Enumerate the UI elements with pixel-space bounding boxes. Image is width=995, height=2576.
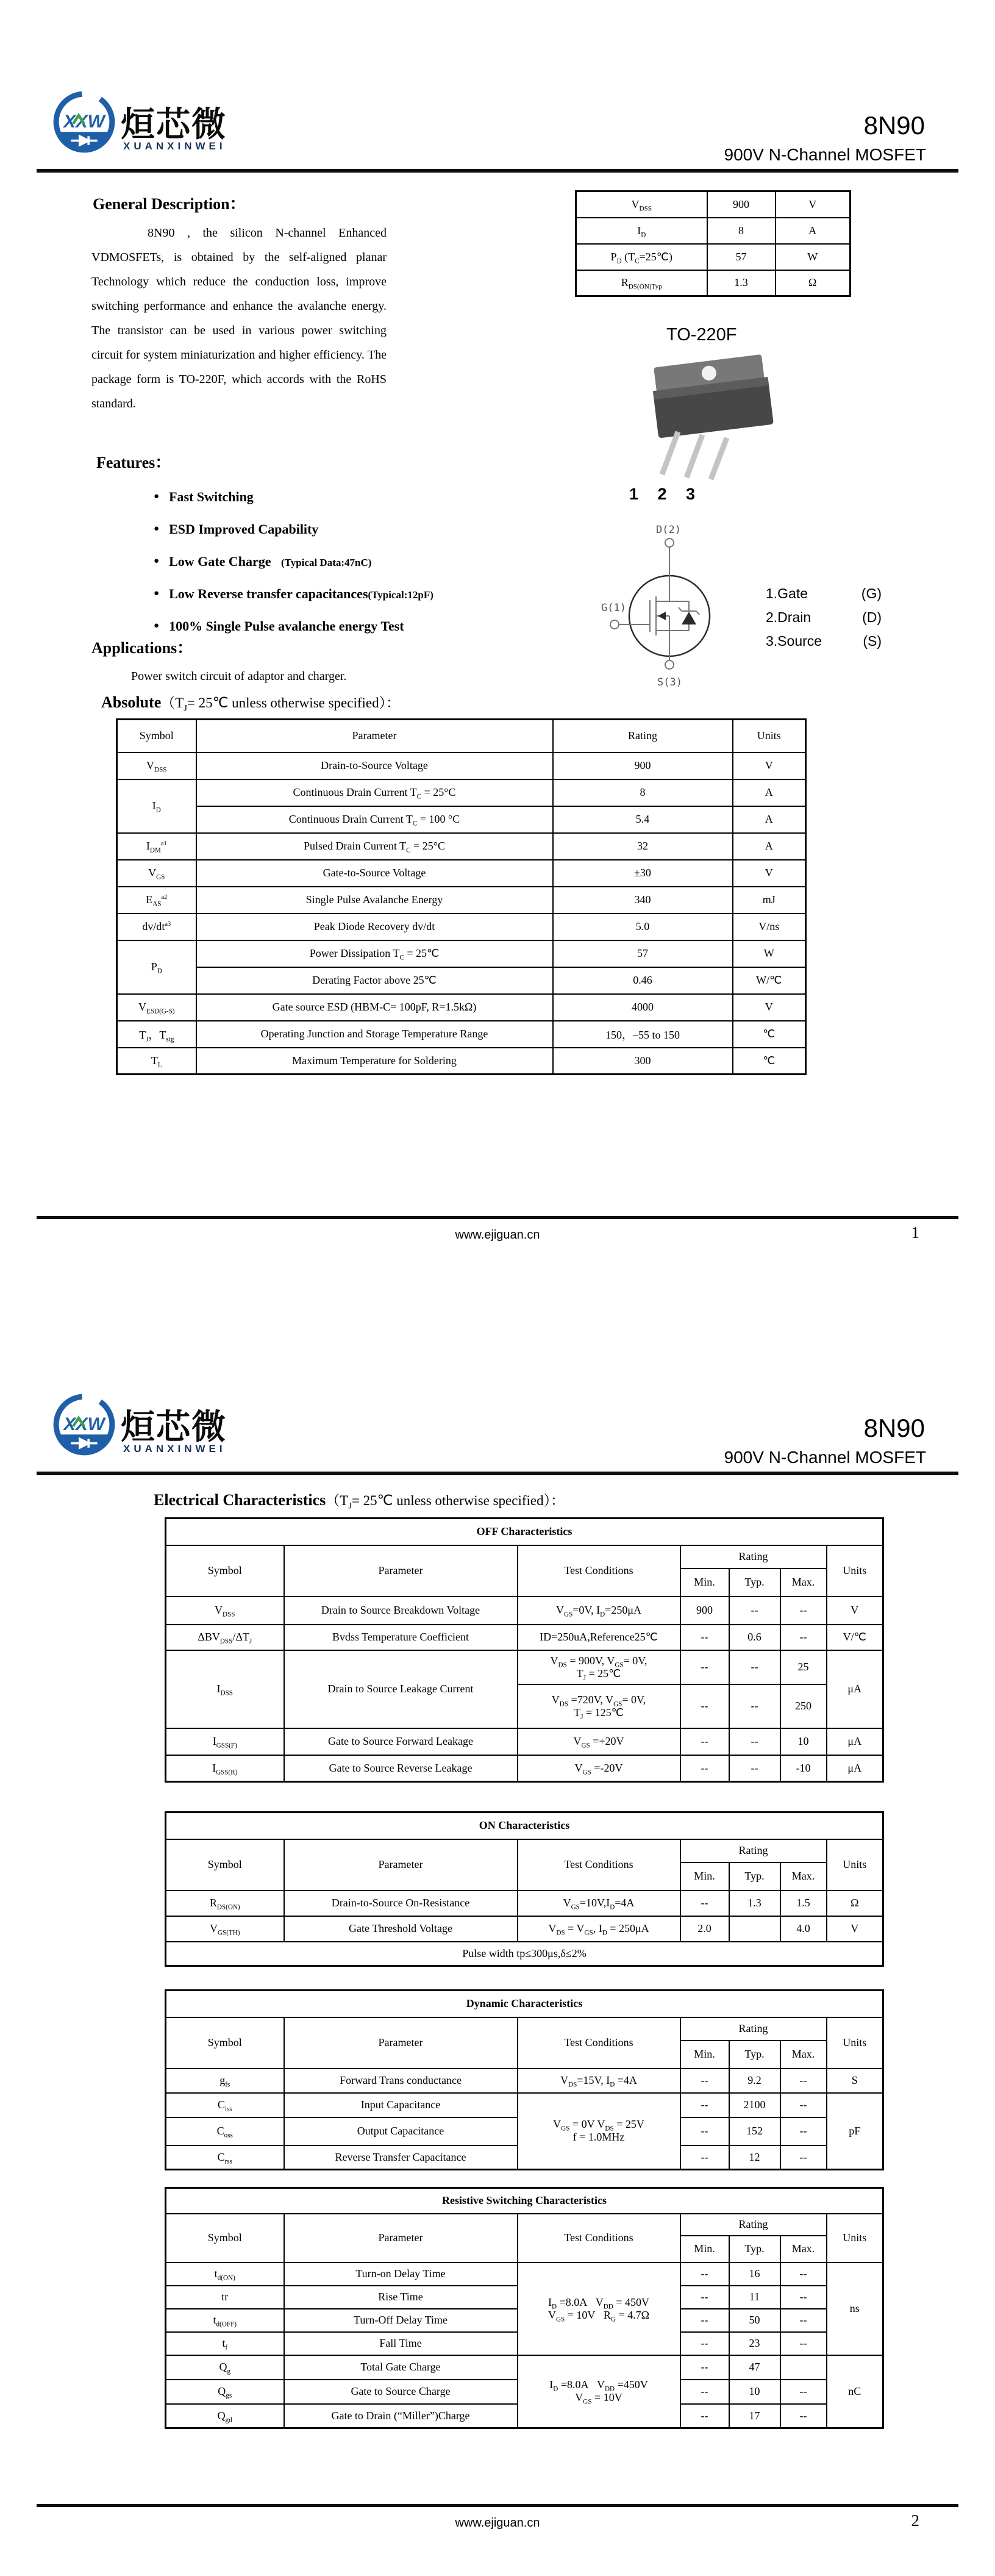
value-cell: 10	[729, 2380, 780, 2404]
col-header: Test Conditions	[518, 1839, 680, 1891]
parameter-cell: Gate to Drain (“Miller”)Charge	[284, 2404, 518, 2428]
col-header: Units	[827, 2214, 883, 2263]
units-cell: ℃	[733, 1021, 806, 1048]
value-cell: --	[780, 2286, 827, 2309]
pin-legend	[766, 585, 882, 657]
col-header: Min.	[680, 2236, 729, 2263]
conditions-cell: $V_{GS} = 0V$ $V_{DS} = 25V$ f = 1.0MHz	[518, 2093, 680, 2170]
value-cell: --	[729, 1755, 780, 1782]
conditions-cell: $V_{GS}=10V,I_D=4A$	[518, 1891, 680, 1916]
features-heading: Features：	[96, 454, 171, 471]
value-cell: --	[680, 2355, 729, 2380]
value-cell: 23	[729, 2332, 780, 2355]
electrical-characteristics-heading	[154, 1489, 565, 1509]
spec-name-cell: $I_D$	[576, 218, 707, 244]
value-cell: --	[729, 1728, 780, 1755]
col-header: Test Conditions	[518, 2017, 680, 2069]
symbol-cell: $V_{DSS}$	[117, 753, 196, 779]
col-header-left: Symbol	[166, 2214, 284, 2263]
symbol-cell: $t_f$	[166, 2332, 284, 2355]
part-subtitle: 900V N-Channel MOSFET	[724, 1448, 926, 1467]
feature-item-label: Low Reverse transfer capacitances(Typical:12pF)	[169, 585, 433, 601]
parameter-cell: Rise Time	[284, 2286, 518, 2309]
value-cell: --	[680, 2117, 729, 2145]
col-header: Typ.	[729, 2236, 780, 2263]
gate-label: G(1)	[601, 602, 626, 614]
page-number: 2	[911, 2511, 919, 2530]
brand-logo-icon	[51, 89, 117, 155]
parameter-cell: Operating Junction and Storage Temperature Range	[196, 1021, 553, 1048]
value-cell: 25	[780, 1650, 827, 1684]
symbol-cell: $P_D$	[117, 940, 196, 994]
col-header: Rating	[680, 2017, 827, 2041]
symbol-cell: $\Delta BV_{DSS}/\Delta T_J$	[166, 1625, 284, 1650]
symbol-cell: $V_{ESD(G-S)}$	[117, 994, 196, 1021]
spec-value-cell: 900	[707, 191, 776, 218]
spec-units-cell: W	[776, 244, 851, 270]
spec-name-cell: $P_D$ $(T_C=25℃)$	[576, 244, 707, 270]
units-cell: μA	[827, 1650, 883, 1728]
value-cell: --	[729, 1684, 780, 1728]
value-cell	[780, 2355, 827, 2380]
conditions-cell: $V_{GS} =-20V$	[518, 1755, 680, 1782]
value-cell: 300	[553, 1048, 733, 1075]
conditions-cell: $V_{DS}=15V$, $I_D =4A$	[518, 2069, 680, 2093]
parameter-cell: Drain to Source Breakdown Voltage	[284, 1597, 518, 1625]
note-cell: Pulse width tp≤300μs,δ≤2%	[166, 1942, 883, 1966]
value-cell: 8	[553, 779, 733, 806]
col-header: Rating	[680, 1545, 827, 1569]
col-header: Rating	[553, 720, 733, 753]
parameter-cell: Continuous Drain Current $T_C = 25^\circ C$	[196, 779, 553, 806]
col-header: Max.	[780, 1569, 827, 1597]
features-list	[154, 481, 433, 642]
value-cell: --	[680, 2093, 729, 2117]
value-cell: 16	[729, 2263, 780, 2286]
section-title-cell: Dynamic Characteristics	[166, 1991, 883, 2017]
section-title-cell: OFF Characteristics	[166, 1519, 883, 1545]
parameter-cell: Input Capacitance	[284, 2093, 518, 2117]
units-cell: V	[733, 994, 806, 1021]
spec-units-cell: Ω	[776, 270, 851, 296]
symbol-cell: $t_{d(ON)}$	[166, 2263, 284, 2286]
symbol-cell: $C_{oss}$	[166, 2117, 284, 2145]
quick-spec-table	[575, 190, 851, 297]
col-header-left: Symbol	[117, 720, 196, 753]
feature-item	[154, 545, 433, 578]
value-cell: --	[780, 2093, 827, 2117]
value-cell: 47	[729, 2355, 780, 2380]
value-cell: --	[680, 2309, 729, 2332]
units-cell: V	[827, 1916, 883, 1942]
col-header: Min.	[680, 2041, 729, 2069]
units-cell: Ω	[827, 1891, 883, 1916]
value-cell: 340	[553, 887, 733, 914]
col-header: Min.	[680, 1569, 729, 1597]
logo-letters: XXW	[63, 1414, 105, 1434]
spec-units-cell: V	[776, 191, 851, 218]
col-header-left: Symbol	[166, 1839, 284, 1891]
col-header: Units	[733, 720, 806, 753]
value-cell: 2100	[729, 2093, 780, 2117]
units-cell: μA	[827, 1728, 883, 1755]
col-header: Max.	[780, 2041, 827, 2069]
value-cell: 250	[780, 1684, 827, 1728]
units-cell: V	[733, 860, 806, 887]
value-cell: 0.46	[553, 967, 733, 994]
parameter-cell: Total Gate Charge	[284, 2355, 518, 2380]
value-cell: 4.0	[780, 1916, 827, 1942]
dynamic-characteristics-table	[165, 1989, 884, 2170]
parameter-cell: Reverse Transfer Capacitance	[284, 2145, 518, 2170]
symbol-cell: $I_{GSS(F)}$	[166, 1728, 284, 1755]
value-cell: 1.3	[729, 1891, 780, 1916]
symbol-cell: tr	[166, 2286, 284, 2309]
units-cell: V	[733, 753, 806, 779]
brand-name-cn: 烜芯微	[121, 1408, 227, 1446]
parameter-cell: Forward Trans conductance	[284, 2069, 518, 2093]
units-cell: nC	[827, 2355, 883, 2428]
value-cell: 17	[729, 2404, 780, 2428]
value-cell: 5.4	[553, 806, 733, 833]
value-cell: --	[780, 2404, 827, 2428]
brand-name-en: XUANXINWEI	[123, 1443, 226, 1454]
pin-legend-item	[766, 585, 882, 602]
part-number: 8N90	[863, 111, 925, 140]
applications-text: Power switch circuit of adaptor and charger.	[131, 670, 347, 683]
symbol-cell: $t_{d(OFF)}$	[166, 2309, 284, 2332]
brand-name-cn: 烜芯微	[121, 105, 227, 143]
pin-code: (G)	[861, 585, 882, 601]
pin-name: 3.Source	[766, 633, 822, 649]
value-cell: 12	[729, 2145, 780, 2170]
value-cell: --	[780, 2263, 827, 2286]
value-cell: --	[780, 1625, 827, 1650]
col-header: Units	[827, 1839, 883, 1891]
brand-name-en: XUANXINWEI	[123, 140, 226, 152]
source-label: S(3)	[657, 676, 682, 689]
value-cell: --	[680, 2332, 729, 2355]
absolute-ratings-table	[116, 718, 807, 1075]
conditions-cell: $I_D =8.0A$ $V_{DD} = 450V$ $V_{GS} = 10V$ $R_G = 4.7\Omega$	[518, 2263, 680, 2355]
value-cell: 50	[729, 2309, 780, 2332]
col-header-left: Parameter	[284, 1839, 518, 1891]
symbol-cell: $V_{DSS}$	[166, 1597, 284, 1625]
electrical-characteristics-heading-rest: （$T_J=$ 25℃ unless otherwise specified）：	[326, 1493, 565, 1511]
symbol-cell: $I_D$	[117, 779, 196, 833]
parameter-cell: Single Pulse Avalanche Energy	[196, 887, 553, 914]
bullet-icon: ●	[154, 524, 160, 534]
col-header-left: Parameter	[284, 2017, 518, 2069]
electrical-characteristics-heading-bold: Electrical Characteristics	[154, 1491, 326, 1509]
brand-logo-icon	[51, 1392, 117, 1458]
value-cell: --	[680, 1625, 729, 1650]
parameter-cell: Derating Factor above 25℃	[196, 967, 553, 994]
spec-units-cell: A	[776, 218, 851, 244]
parameter-cell: Bvdss Temperature Coefficient	[284, 1625, 518, 1650]
value-cell: --	[680, 1755, 729, 1782]
units-cell: A	[733, 833, 806, 860]
value-cell: 2.0	[680, 1916, 729, 1942]
parameter-cell: Output Capacitance	[284, 2117, 518, 2145]
section-title-cell: ON Characteristics	[166, 1812, 883, 1839]
value-cell: 11	[729, 2286, 780, 2309]
symbol-cell: $R_{DS(ON)}$	[166, 1891, 284, 1916]
value-cell: 0.6	[729, 1625, 780, 1650]
bullet-icon: ●	[154, 556, 160, 566]
header-rule	[37, 1472, 958, 1475]
value-cell: 4000	[553, 994, 733, 1021]
symbol-cell: $I_{GSS(R)}$	[166, 1755, 284, 1782]
symbol-cell: $V_{GS(TH)}$	[166, 1916, 284, 1942]
value-cell: --	[780, 2145, 827, 2170]
pin-code: (D)	[862, 609, 882, 625]
general-description-heading: General Description：	[93, 195, 246, 213]
page-number: 1	[911, 1223, 919, 1242]
units-cell: μA	[827, 1755, 883, 1782]
feature-item	[154, 513, 433, 545]
spec-value-cell: 1.3	[707, 270, 776, 296]
general-description-text: 8N90 , the silicon N-channel Enhanced VDMOSFETs, is obtained by the self-aligned planar Technology which reduce the conduction loss, improve switching performance and enhance the avalanche energy. The transistor can be used in various power switching circuit for system miniaturization and higher efficiency. The package form is TO-220F, which accords with the RoHS standard.	[91, 226, 387, 410]
conditions-cell: $V_{DS} = 900V$, $V_{GS}= 0V$, $T_J$ = 25℃	[518, 1650, 680, 1684]
value-cell: 152	[729, 2117, 780, 2145]
value-cell	[729, 1916, 780, 1942]
value-cell: --	[680, 2069, 729, 2093]
feature-item-label: ESD Improved Capability	[169, 521, 319, 537]
absolute-ratings-heading-bold: Absolute	[101, 693, 162, 711]
pin-code: (S)	[863, 633, 882, 649]
value-cell: 900	[680, 1597, 729, 1625]
to220f-package-image	[616, 352, 805, 481]
parameter-cell: Continuous Drain Current $T_C = 100$ °C	[196, 806, 553, 833]
units-cell: S	[827, 2069, 883, 2093]
footer-website-link[interactable]: www.ejiguan.cn	[455, 1228, 540, 1242]
parameter-cell: Fall Time	[284, 2332, 518, 2355]
bullet-icon: ●	[154, 492, 160, 501]
col-header: Units	[827, 2017, 883, 2069]
conditions-cell: $I_D =8.0A$ $V_{DD} =450V$ $V_{GS} = 10V$	[518, 2355, 680, 2428]
on-characteristics-table	[165, 1811, 884, 1967]
col-header-left: Parameter	[196, 720, 553, 753]
off-characteristics-table	[165, 1517, 884, 1783]
parameter-cell: Gate-to-Source Voltage	[196, 860, 553, 887]
pin-name: 1.Gate	[766, 585, 808, 601]
section-title-cell: Resistive Switching Characteristics	[166, 2188, 883, 2214]
footer-rule	[37, 2504, 958, 2507]
symbol-cell: $Q_{gs}$	[166, 2380, 284, 2404]
units-cell: W	[733, 940, 806, 967]
bullet-icon: ●	[154, 589, 160, 598]
spec-name-cell: $R_{DS(ON)Typ}$	[576, 270, 707, 296]
parameter-cell: Power Dissipation $T_C$ = 25℃	[196, 940, 553, 967]
spec-name-cell: $V_{DSS}$	[576, 191, 707, 218]
parameter-cell: Gate source ESD (HBM-C= 100pF, R=1.5kΩ)	[196, 994, 553, 1021]
symbol-cell: $T_L$	[117, 1048, 196, 1075]
parameter-cell: Turn-Off Delay Time	[284, 2309, 518, 2332]
value-cell: --	[780, 2332, 827, 2355]
units-cell: V	[827, 1597, 883, 1625]
pin-legend-item	[766, 633, 882, 649]
units-cell: ns	[827, 2263, 883, 2355]
conditions-cell-x: Gate to Source Reverse Leakage	[284, 1755, 518, 1782]
applications-heading: Applications：	[91, 639, 193, 657]
col-header-left: Parameter	[284, 2214, 518, 2263]
value-cell: --	[680, 1684, 729, 1728]
value-cell: --	[680, 2286, 729, 2309]
drain-label: D(2)	[656, 524, 681, 536]
parameter-cell: Peak Diode Recovery dv/dt	[196, 914, 553, 940]
col-header: Rating	[680, 1839, 827, 1862]
value-cell: 900	[553, 753, 733, 779]
value-cell: -10	[780, 1755, 827, 1782]
units-cell: V/℃	[827, 1625, 883, 1650]
value-cell: 9.2	[729, 2069, 780, 2093]
value-cell: 1.5	[780, 1891, 827, 1916]
bullet-icon: ●	[154, 621, 160, 631]
units-cell: W/℃	[733, 967, 806, 994]
col-header: Min.	[680, 1862, 729, 1891]
col-header: Max.	[780, 1862, 827, 1891]
pin-legend-item	[766, 609, 882, 626]
symbol-cell: $Q_g$	[166, 2355, 284, 2380]
symbol-cell: $C_{iss}$	[166, 2093, 284, 2117]
symbol-cell: $dv/dt^{a3}$	[117, 914, 196, 940]
value-cell: --	[680, 1650, 729, 1684]
feature-item-label: Fast Switching	[169, 488, 254, 504]
part-number: 8N90	[863, 1414, 925, 1442]
parameter-cell: Gate to Source Charge	[284, 2380, 518, 2404]
package-name-label: TO-220F	[666, 325, 737, 345]
spec-value-cell: 8	[707, 218, 776, 244]
feature-item-label: 100% Single Pulse avalanche energy Test	[169, 618, 404, 634]
feature-item	[154, 481, 433, 513]
col-header: Typ.	[729, 1569, 780, 1597]
page-2	[0, 1288, 995, 2576]
col-header-left: Symbol	[166, 2017, 284, 2069]
value-cell: --	[780, 2309, 827, 2332]
col-header: Rating	[680, 2214, 827, 2236]
parameter-cell: Drain to Source Leakage Current	[284, 1650, 518, 1728]
absolute-ratings-heading	[101, 692, 400, 712]
conditions-cell: $V_{GS}=0V$, $I_D=250\mu A$	[518, 1597, 680, 1625]
parameter-cell: Drain-to-Source On-Resistance	[284, 1891, 518, 1916]
col-header: Max.	[780, 2236, 827, 2263]
value-cell: --	[780, 1597, 827, 1625]
value-cell: 5.0	[553, 914, 733, 940]
symbol-cell: $E_{AS}^{a2}$	[117, 887, 196, 914]
symbol-cell: $Q_{gd}$	[166, 2404, 284, 2428]
value-cell: 150，–55 to 150	[553, 1021, 733, 1048]
value-cell: --	[680, 2404, 729, 2428]
value-cell: --	[780, 2117, 827, 2145]
conditions-cell: $V_{DS} = V_{GS}$, $I_D = 250\mu A$	[518, 1916, 680, 1942]
header-rule	[37, 169, 958, 173]
absolute-ratings-heading-rest: （$T_J=$ 25℃ unless otherwise specified）：	[161, 695, 401, 714]
value-cell: 57	[553, 940, 733, 967]
units-cell: A	[733, 806, 806, 833]
symbol-cell: $T_J$，$T_{stg}$	[117, 1021, 196, 1048]
parameter-cell: Gate to Source Forward Leakage	[284, 1728, 518, 1755]
value-cell: 10	[780, 1728, 827, 1755]
conditions-cell: $V_{GS} =+20V$	[518, 1728, 680, 1755]
symbol-cell: $C_{rss}$	[166, 2145, 284, 2170]
feature-item	[154, 578, 433, 610]
value-cell: --	[780, 2380, 827, 2404]
units-cell: pF	[827, 2093, 883, 2170]
value-cell: --	[680, 2380, 729, 2404]
feature-item-label: Low Gate Charge (Typical Data:47nC)	[169, 553, 372, 569]
logo-letters: XXW	[63, 112, 105, 132]
value-cell: --	[729, 1650, 780, 1684]
part-subtitle: 900V N-Channel MOSFET	[724, 145, 926, 164]
value-cell: --	[680, 1728, 729, 1755]
footer-website-link[interactable]: www.ejiguan.cn	[455, 2516, 540, 2530]
conditions-cell: ID=250uA,Reference25℃	[518, 1625, 680, 1650]
col-header: Test Conditions	[518, 2214, 680, 2263]
spec-value-cell: 57	[707, 244, 776, 270]
col-header: Units	[827, 1545, 883, 1597]
value-cell: ±30	[553, 860, 733, 887]
col-header-left: Parameter	[284, 1545, 518, 1597]
value-cell: --	[680, 2145, 729, 2170]
footer-rule	[37, 1216, 958, 1219]
resistive-switching-characteristics-table	[165, 2187, 884, 2429]
parameter-cell: Gate Threshold Voltage	[284, 1916, 518, 1942]
symbol-cell: $I_{DM}^{a1}$	[117, 833, 196, 860]
col-header-left: Symbol	[166, 1545, 284, 1597]
value-cell: --	[680, 1891, 729, 1916]
units-cell: ℃	[733, 1048, 806, 1075]
value-cell: --	[729, 1597, 780, 1625]
col-header: Typ.	[729, 1862, 780, 1891]
parameter-cell: Turn-on Delay Time	[284, 2263, 518, 2286]
symbol-cell: $V_{GS}$	[117, 860, 196, 887]
value-cell: 32	[553, 833, 733, 860]
conditions-cell: $V_{DS} =720V$, $V_{GS}= 0V$, $T_J$ = 125℃	[518, 1684, 680, 1728]
col-header: Typ.	[729, 2041, 780, 2069]
symbol-cell: $g_{fs}$	[166, 2069, 284, 2093]
units-cell: A	[733, 779, 806, 806]
symbol-cell: $I_{DSS}$	[166, 1650, 284, 1728]
units-cell: mJ	[733, 887, 806, 914]
package-pin-numbers: 1 2 3	[629, 485, 703, 503]
units-cell: V/ns	[733, 914, 806, 940]
col-header: Test Conditions	[518, 1545, 680, 1597]
parameter-cell: Maximum Temperature for Soldering	[196, 1048, 553, 1075]
value-cell: --	[680, 2263, 729, 2286]
feature-item	[154, 610, 433, 642]
parameter-cell: Pulsed Drain Current $T_C = 25^\circ C$	[196, 833, 553, 860]
value-cell: --	[780, 2069, 827, 2093]
pin-name: 2.Drain	[766, 609, 811, 625]
parameter-cell: Drain-to-Source Voltage	[196, 753, 553, 779]
mosfet-symbol-diagram	[597, 520, 744, 703]
